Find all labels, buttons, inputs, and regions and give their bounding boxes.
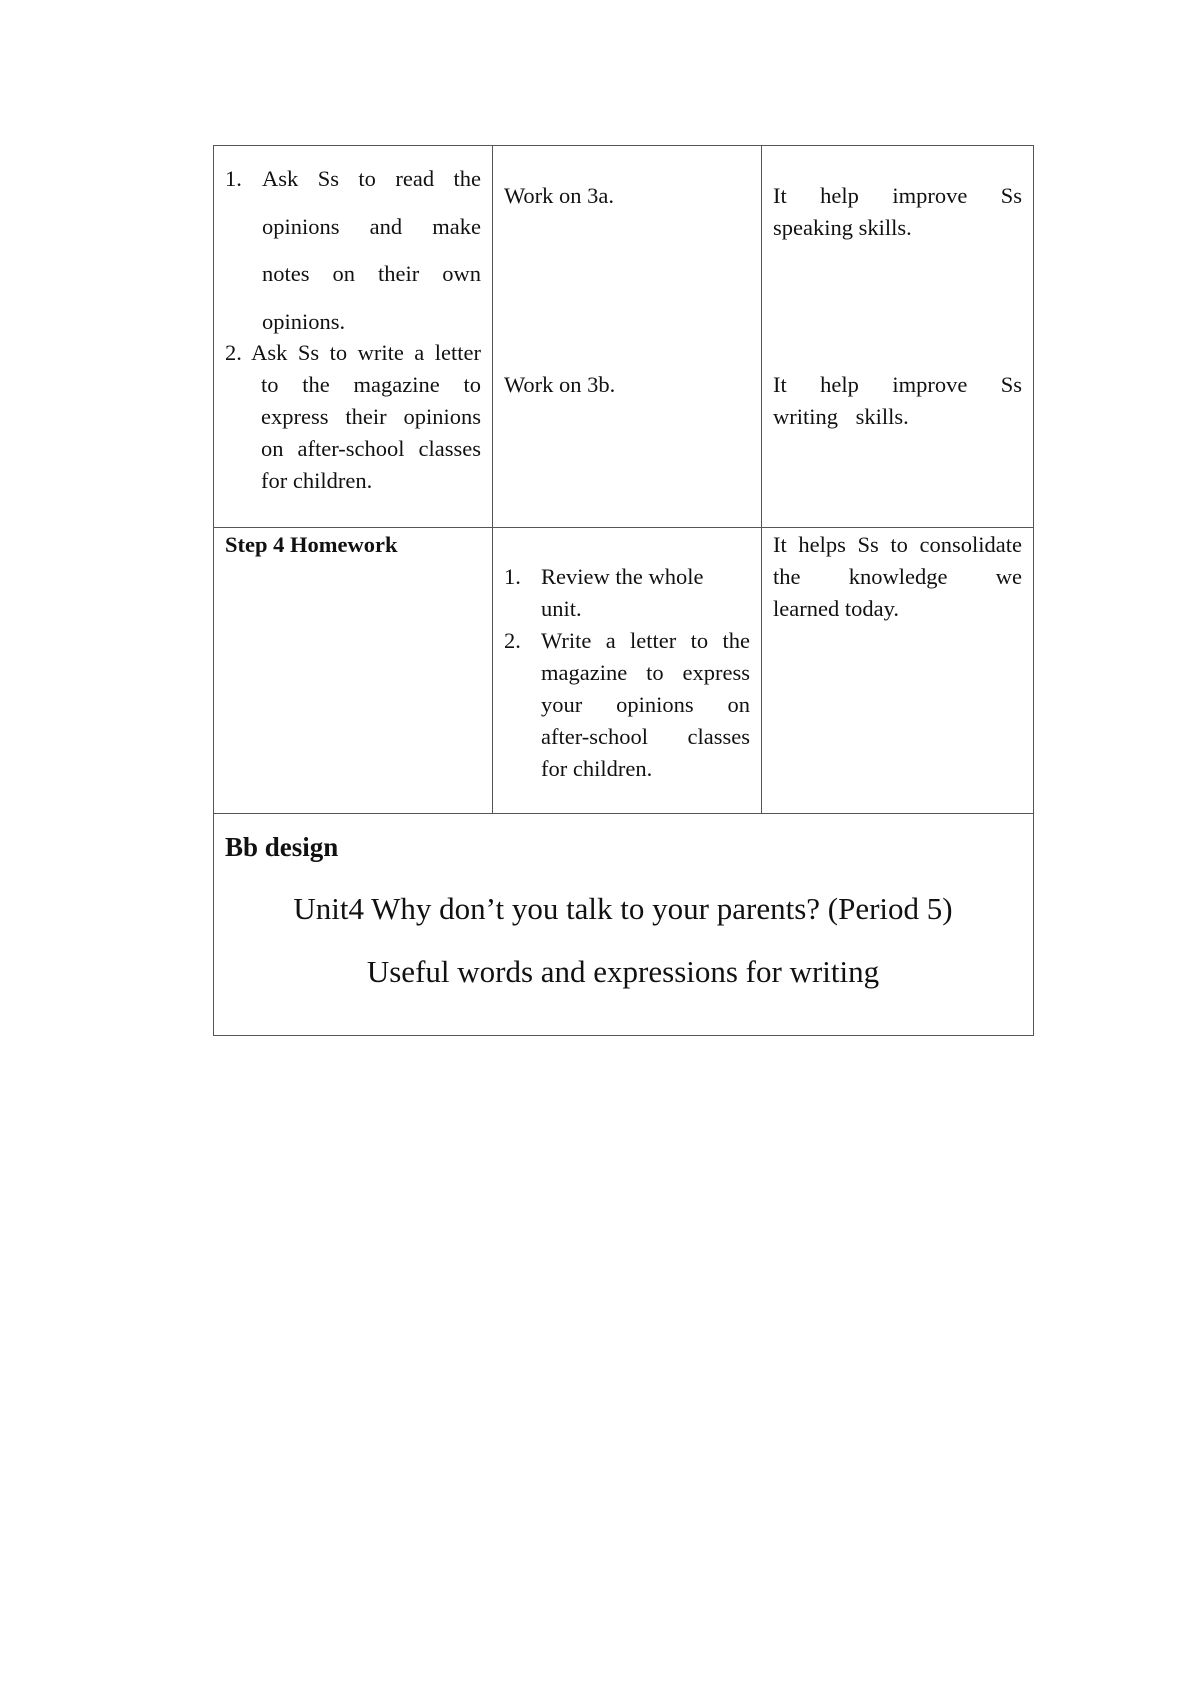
student-activity-2 [504, 369, 750, 401]
text-line: to the magazine to [261, 372, 481, 397]
text-line: It helps Ss to consolidate [773, 532, 1022, 557]
text-line: learned today. [773, 596, 899, 621]
text-line: It help improve Ss [773, 183, 1022, 208]
table-border-right [1033, 145, 1034, 1036]
step-4-title [225, 529, 481, 561]
table-row-divider-2 [213, 813, 1033, 814]
list-number: 1. [225, 166, 242, 191]
teacher-activity-1 [225, 155, 481, 345]
text-line: opinions and make [262, 213, 481, 239]
step-title-text: Step 4 Homework [225, 532, 398, 557]
text-line: express their opinions [261, 404, 481, 429]
list-number: 1. [504, 564, 521, 589]
text-line: for children. [541, 756, 653, 781]
homework-purpose [773, 529, 1022, 625]
text-line: after-school classes [541, 724, 750, 749]
bb-design-title: Unit4 Why don’t you talk to your parents? (Period 5) [293, 891, 953, 926]
list-number: 2. [504, 628, 521, 653]
text-line: speaking skills. [773, 215, 912, 240]
text-line: writing skills. [773, 404, 909, 429]
table-border-top [213, 145, 1033, 146]
table-row-divider-1 [213, 527, 1033, 528]
text-line: It help improve Ss [773, 372, 1022, 397]
table-border-bottom [213, 1035, 1033, 1036]
text-line: the knowledge we [773, 564, 1022, 589]
text-line: for children. [261, 468, 373, 493]
bb-design-subtitle: Useful words and expressions for writing [366, 954, 880, 989]
text-line: opinions. [262, 308, 346, 334]
teacher-activity-2 [225, 337, 481, 497]
text-line: unit. [541, 596, 582, 621]
table-column-divider-2 [761, 145, 762, 814]
bb-design-heading [225, 830, 338, 864]
student-activity-1 [504, 180, 750, 212]
text-line: Review the whole [541, 564, 704, 589]
bb-design-heading-text: Bb design [225, 832, 339, 862]
text-line: Work on 3b. [504, 372, 616, 397]
table-column-divider-1 [492, 145, 493, 814]
text-line: 2. Ask Ss to write a letter [225, 340, 481, 365]
text-line: Work on 3a. [504, 183, 615, 208]
text-line: Ask Ss to read the [262, 166, 481, 191]
text-line: notes on their own [262, 261, 481, 286]
purpose-1 [773, 180, 1022, 244]
text-line: magazine to express [541, 660, 750, 685]
text-line: Write a letter to the [541, 628, 750, 653]
purpose-2 [773, 369, 1022, 433]
text-line: your opinions on [541, 692, 750, 717]
text-line: on after-school classes [261, 436, 481, 461]
homework-list [504, 561, 750, 785]
